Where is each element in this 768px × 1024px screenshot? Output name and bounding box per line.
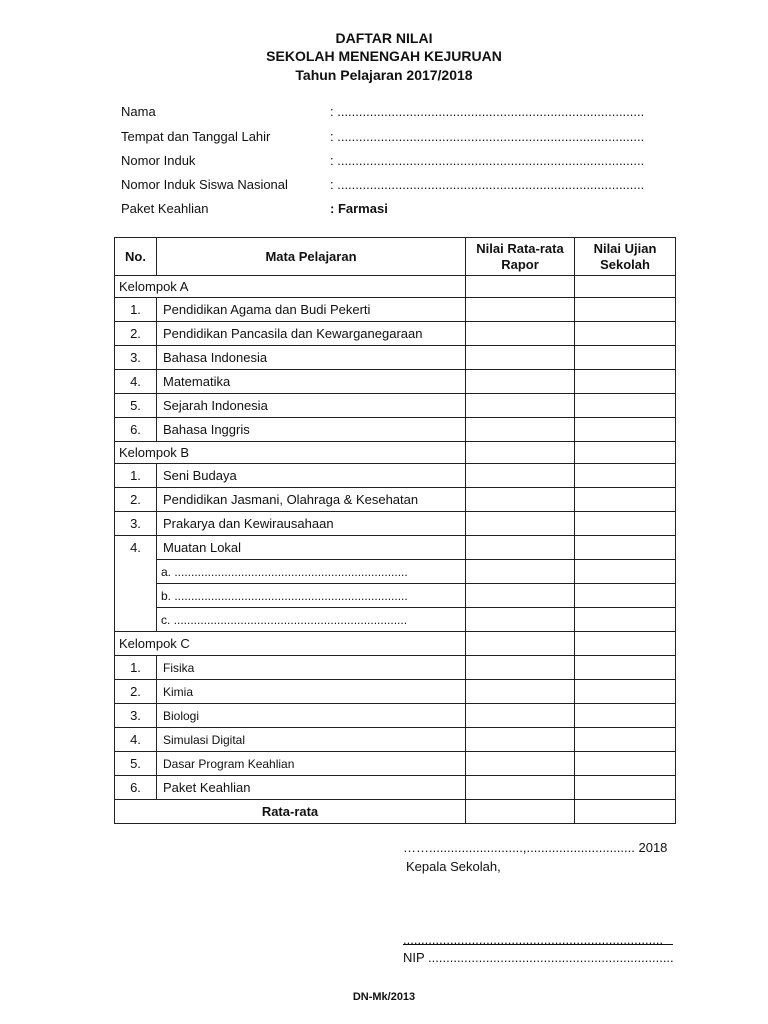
header-no: No. bbox=[115, 238, 157, 276]
row-number: 6. bbox=[115, 776, 157, 800]
row-number: 1. bbox=[115, 656, 157, 680]
table-row bbox=[115, 776, 676, 800]
row-number: 2. bbox=[115, 680, 157, 704]
row-number: 3. bbox=[115, 512, 157, 536]
rapor-cell[interactable] bbox=[466, 418, 575, 442]
rapor-cell[interactable] bbox=[466, 394, 575, 418]
ujian-cell[interactable] bbox=[575, 418, 676, 442]
ujian-cell[interactable] bbox=[575, 776, 676, 800]
info-row-birth bbox=[121, 128, 681, 146]
row-number: 3. bbox=[115, 704, 157, 728]
sub-item-label[interactable]: c. ...................................................................... bbox=[157, 608, 466, 632]
subject-name: Pendidikan Pancasila dan Kewarganegaraan bbox=[157, 322, 466, 346]
document-title: DAFTAR NILAI bbox=[335, 30, 433, 46]
empty-number-cell bbox=[115, 608, 157, 632]
rapor-cell[interactable] bbox=[466, 370, 575, 394]
ujian-cell[interactable] bbox=[575, 276, 676, 298]
table-row bbox=[115, 728, 676, 752]
rapor-cell[interactable] bbox=[466, 656, 575, 680]
subject-name: Fisika bbox=[157, 656, 466, 680]
subject-name: Biologi bbox=[157, 704, 466, 728]
sub-item-label[interactable]: a. ...................................................................... bbox=[157, 560, 466, 584]
ujian-cell[interactable] bbox=[575, 346, 676, 370]
ujian-cell[interactable] bbox=[575, 394, 676, 418]
rapor-cell[interactable] bbox=[466, 276, 575, 298]
table-row bbox=[115, 322, 676, 346]
academic-year-title: Tahun Pelajaran 2017/2018 bbox=[295, 67, 473, 83]
info-value-field[interactable]: : ..................................................................................... bbox=[330, 129, 645, 144]
ujian-average-cell[interactable] bbox=[575, 800, 676, 824]
info-row-nama bbox=[121, 103, 681, 121]
subject-name: Kimia bbox=[157, 680, 466, 704]
rapor-average-cell[interactable] bbox=[466, 800, 575, 824]
table-row bbox=[115, 656, 676, 680]
ujian-cell[interactable] bbox=[575, 752, 676, 776]
empty-number-cell bbox=[115, 584, 157, 608]
table-row bbox=[115, 370, 676, 394]
ujian-cell[interactable] bbox=[575, 488, 676, 512]
ujian-cell[interactable] bbox=[575, 632, 676, 656]
row-number: 5. bbox=[115, 752, 157, 776]
row-number: 4. bbox=[115, 536, 157, 560]
school-type-title: SEKOLAH MENENGAH KEJURUAN bbox=[266, 48, 502, 64]
info-value-paket: : Farmasi bbox=[330, 201, 388, 216]
rapor-cell[interactable] bbox=[466, 728, 575, 752]
ujian-cell[interactable] bbox=[575, 442, 676, 464]
subject-name: Simulasi Digital bbox=[157, 728, 466, 752]
info-row-paket bbox=[121, 200, 681, 218]
sub-item-row bbox=[115, 560, 676, 584]
ujian-cell[interactable] bbox=[575, 680, 676, 704]
subject-name: Bahasa Indonesia bbox=[157, 346, 466, 370]
row-number: 1. bbox=[115, 298, 157, 322]
ujian-cell[interactable] bbox=[575, 512, 676, 536]
info-label: Paket Keahlian bbox=[121, 201, 209, 216]
rapor-cell[interactable] bbox=[466, 488, 575, 512]
ujian-cell[interactable] bbox=[575, 656, 676, 680]
subject-name: Muatan Lokal bbox=[157, 536, 466, 560]
row-number: 4. bbox=[115, 370, 157, 394]
average-label: Rata-rata bbox=[115, 800, 466, 824]
ujian-cell[interactable] bbox=[575, 322, 676, 346]
table-row bbox=[115, 346, 676, 370]
header-rapor-line2: Rapor bbox=[501, 256, 539, 272]
ujian-cell[interactable] bbox=[575, 370, 676, 394]
grades-table bbox=[114, 237, 676, 824]
table-header-row bbox=[115, 238, 676, 276]
row-number: 2. bbox=[115, 488, 157, 512]
place-date-line[interactable]: ……..........................,.............................. 2018 bbox=[403, 840, 668, 855]
info-value-field[interactable]: : ..................................................................................... bbox=[330, 153, 645, 168]
row-number: 3. bbox=[115, 346, 157, 370]
rapor-cell[interactable] bbox=[466, 512, 575, 536]
principal-role: Kepala Sekolah, bbox=[406, 859, 501, 874]
group-label-a: Kelompok A bbox=[115, 276, 466, 298]
rapor-cell[interactable] bbox=[466, 560, 575, 584]
table-row bbox=[115, 418, 676, 442]
rapor-cell[interactable] bbox=[466, 536, 575, 560]
info-label: Tempat dan Tanggal Lahir bbox=[121, 129, 271, 144]
principal-name-line[interactable]: ........................................................................ bbox=[403, 932, 664, 947]
row-number: 1. bbox=[115, 464, 157, 488]
table-row bbox=[115, 704, 676, 728]
sub-item-row bbox=[115, 608, 676, 632]
table-row bbox=[115, 680, 676, 704]
subject-name: Sejarah Indonesia bbox=[157, 394, 466, 418]
sub-item-label[interactable]: b. ...................................................................... bbox=[157, 584, 466, 608]
rapor-cell[interactable] bbox=[466, 442, 575, 464]
ujian-cell[interactable] bbox=[575, 298, 676, 322]
rapor-cell[interactable] bbox=[466, 608, 575, 632]
row-number: 5. bbox=[115, 394, 157, 418]
ujian-cell[interactable] bbox=[575, 584, 676, 608]
ujian-cell[interactable] bbox=[575, 608, 676, 632]
empty-number-cell bbox=[115, 560, 157, 584]
rapor-cell[interactable] bbox=[466, 704, 575, 728]
group-row-a bbox=[115, 276, 676, 298]
ujian-cell[interactable] bbox=[575, 560, 676, 584]
rapor-cell[interactable] bbox=[466, 322, 575, 346]
info-label: Nomor Induk bbox=[121, 153, 196, 168]
average-row bbox=[115, 800, 676, 824]
nip-line[interactable]: NIP .................................................................... bbox=[403, 950, 674, 965]
subject-name: Seni Budaya bbox=[157, 464, 466, 488]
table-row bbox=[115, 394, 676, 418]
header-ujian bbox=[575, 238, 676, 276]
info-value-field[interactable]: : ..................................................................................... bbox=[330, 177, 645, 192]
ujian-cell[interactable] bbox=[575, 704, 676, 728]
rapor-cell[interactable] bbox=[466, 298, 575, 322]
header-subject: Mata Pelajaran bbox=[157, 238, 466, 276]
rapor-cell[interactable] bbox=[466, 584, 575, 608]
rapor-cell[interactable] bbox=[466, 632, 575, 656]
row-number: 6. bbox=[115, 418, 157, 442]
table-row bbox=[115, 536, 676, 560]
table-row bbox=[115, 488, 676, 512]
header-ujian-line1: Nilai Ujian bbox=[593, 240, 657, 256]
info-label: Nomor Induk Siswa Nasional bbox=[121, 177, 288, 192]
ujian-cell[interactable] bbox=[575, 464, 676, 488]
subject-name: Matematika bbox=[157, 370, 466, 394]
ujian-cell[interactable] bbox=[575, 536, 676, 560]
signature-underline bbox=[403, 944, 673, 945]
header-rapor bbox=[466, 238, 575, 276]
header-ujian-line2: Sekolah bbox=[600, 256, 650, 272]
subject-name: Dasar Program Keahlian bbox=[157, 752, 466, 776]
row-number: 2. bbox=[115, 322, 157, 346]
info-row-nomor-induk bbox=[121, 152, 681, 170]
table-row bbox=[115, 512, 676, 536]
row-number: 4. bbox=[115, 728, 157, 752]
info-label: Nama bbox=[121, 104, 156, 119]
subject-name: Pendidikan Jasmani, Olahraga & Kesehatan bbox=[157, 488, 466, 512]
table-row bbox=[115, 298, 676, 322]
group-label-b: Kelompok B bbox=[115, 442, 466, 464]
form-code: DN-Mk/2013 bbox=[352, 991, 416, 1003]
group-row-b bbox=[115, 442, 676, 464]
subject-name: Paket Keahlian bbox=[157, 776, 466, 800]
rapor-cell[interactable] bbox=[466, 752, 575, 776]
rapor-cell[interactable] bbox=[466, 680, 575, 704]
rapor-cell[interactable] bbox=[466, 776, 575, 800]
sub-item-row bbox=[115, 584, 676, 608]
subject-name: Bahasa Inggris bbox=[157, 418, 466, 442]
rapor-cell[interactable] bbox=[466, 346, 575, 370]
table-row bbox=[115, 752, 676, 776]
group-row-c bbox=[115, 632, 676, 656]
info-value-field[interactable]: : ..................................................................................... bbox=[330, 104, 645, 119]
subject-name: Pendidikan Agama dan Budi Pekerti bbox=[157, 298, 466, 322]
group-label-c: Kelompok C bbox=[115, 632, 466, 656]
ujian-cell[interactable] bbox=[575, 728, 676, 752]
info-row-nisn bbox=[121, 176, 681, 194]
header-rapor-line1: Nilai Rata-rata bbox=[476, 240, 564, 256]
table-row bbox=[115, 464, 676, 488]
rapor-cell[interactable] bbox=[466, 464, 575, 488]
subject-name: Prakarya dan Kewirausahaan bbox=[157, 512, 466, 536]
